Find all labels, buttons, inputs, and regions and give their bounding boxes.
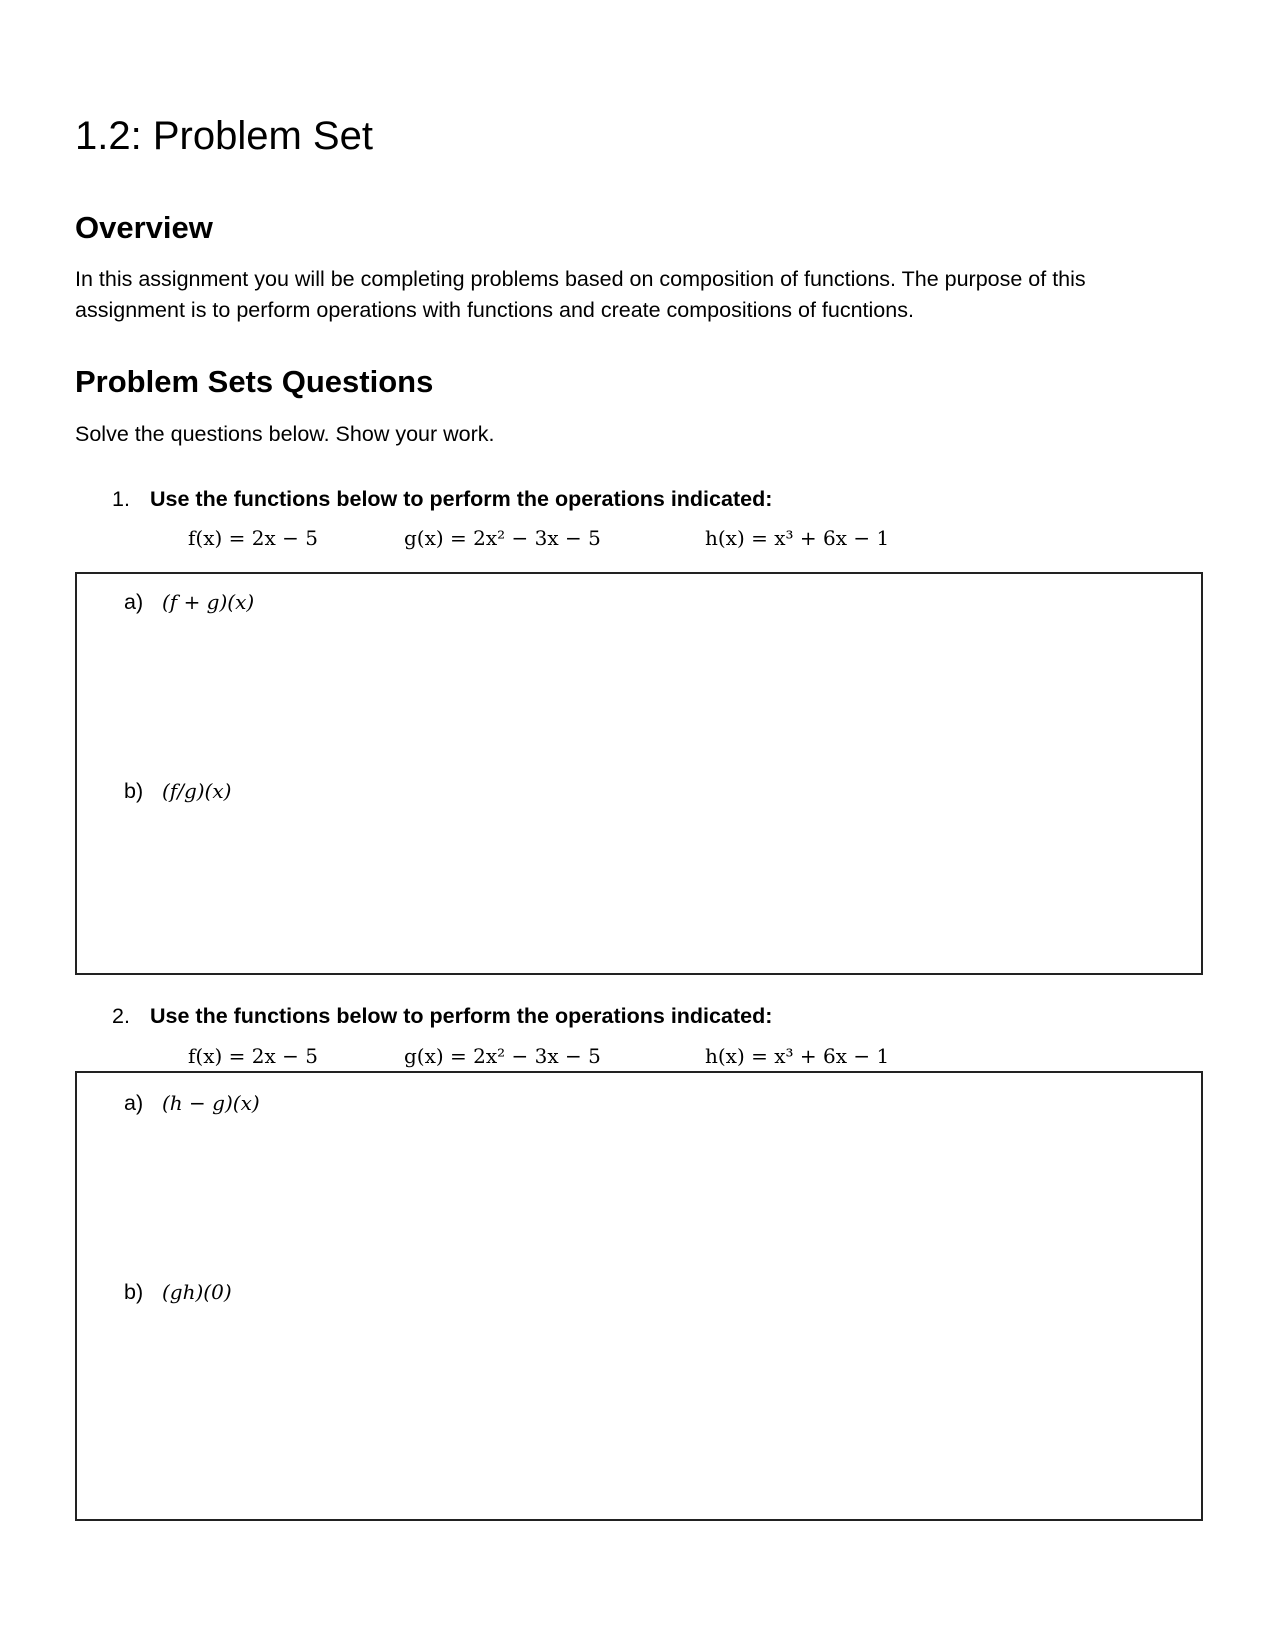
- part-letter: a): [124, 590, 144, 614]
- function-f: f(x) = 2x − 5: [188, 1044, 318, 1068]
- question-label: Use the functions below to perform the operations indicated:: [150, 487, 773, 511]
- answer-box-question-2[interactable]: [75, 1071, 1203, 1521]
- page-title: 1.2: Problem Set: [75, 114, 373, 158]
- part-a: [124, 592, 254, 614]
- question-number: 1.: [112, 487, 130, 511]
- question-number: 2.: [112, 1004, 130, 1028]
- answer-box-question-1[interactable]: [75, 572, 1203, 975]
- part-letter: b): [124, 779, 144, 803]
- function-h: h(x) = x³ + 6x − 1: [705, 526, 890, 550]
- question-label: Use the functions below to perform the operations indicated:: [150, 1004, 773, 1028]
- part-expression: (f/g)(x): [162, 779, 232, 803]
- problem-sets-heading: Problem Sets Questions: [75, 364, 434, 399]
- question-2-heading: [112, 1006, 772, 1028]
- part-expression: (h − g)(x): [162, 1091, 260, 1115]
- part-letter: a): [124, 1091, 144, 1115]
- part-b: [124, 781, 231, 803]
- part-letter: b): [124, 1280, 144, 1304]
- function-h: h(x) = x³ + 6x − 1: [705, 1044, 890, 1068]
- overview-heading: Overview: [75, 210, 213, 245]
- part-expression: (gh)(0): [162, 1280, 232, 1304]
- function-g: g(x) = 2x² − 3x − 5: [404, 1044, 601, 1068]
- part-a: [124, 1093, 260, 1115]
- part-b: [124, 1282, 232, 1304]
- overview-text: In this assignment you will be completing problems based on composition of functions. The purpose of this assignment is to perform operations with functions and create compositions of fucntions.: [75, 267, 1086, 322]
- part-expression: (f + g)(x): [162, 590, 255, 614]
- function-f: f(x) = 2x − 5: [188, 526, 318, 550]
- function-g: g(x) = 2x² − 3x − 5: [404, 526, 601, 550]
- question-1-heading: [112, 489, 772, 511]
- instructions-text: Solve the questions below. Show your work.: [75, 422, 495, 446]
